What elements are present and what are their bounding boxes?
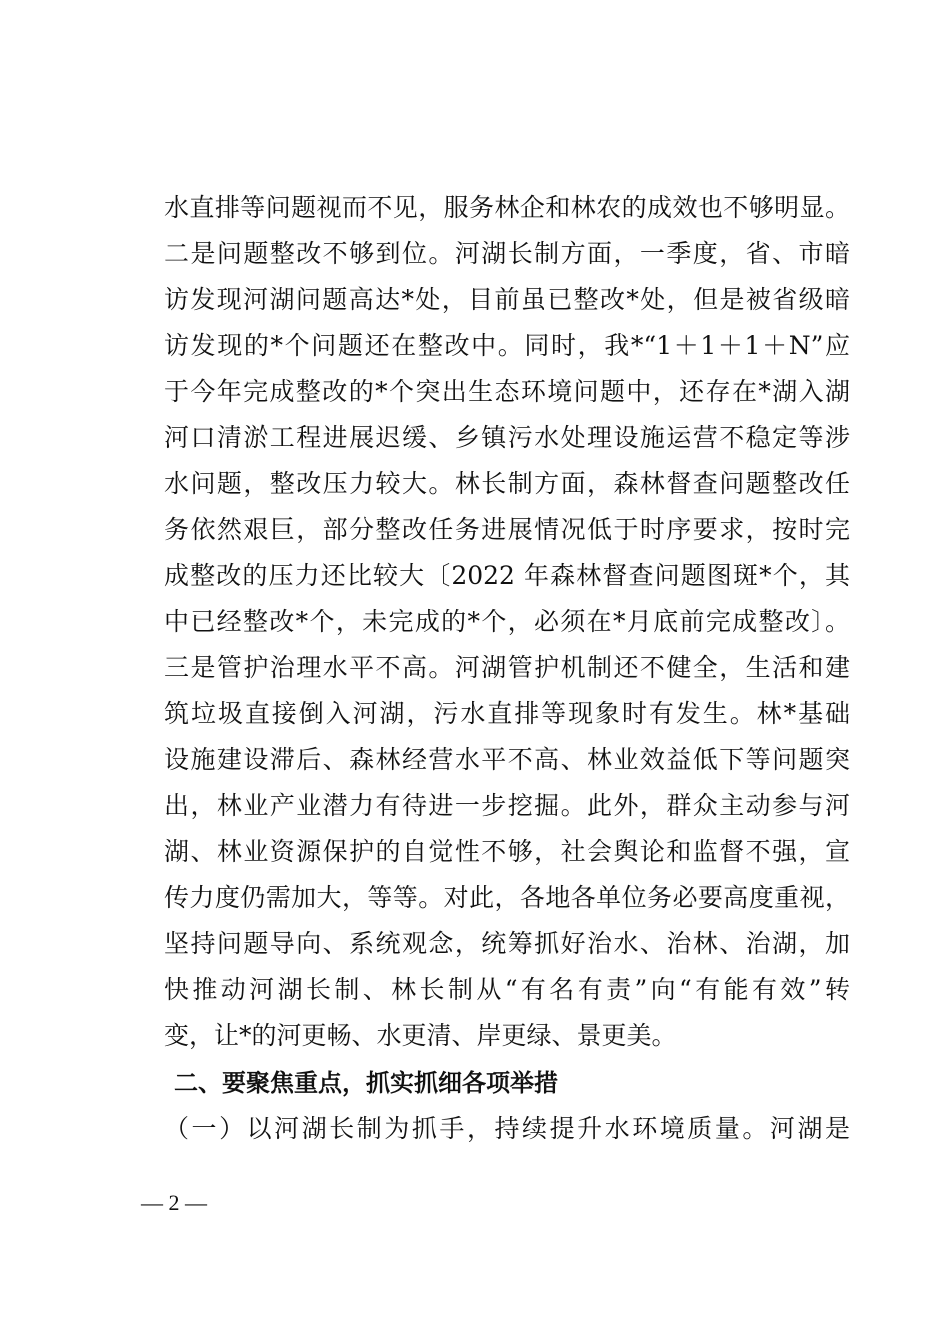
paragraph-line: 访发现河湖问题高达*处，目前虽已整改*处，但是被省级暗 [164,285,850,314]
paragraph-line: 坚持问题导向、系统观念，统筹抓好治水、治林、治湖，加 [164,929,850,958]
paragraph-line: 传力度仍需加大，等等。对此，各地各单位务必要高度重视， [164,883,850,912]
paragraph-line: 成整改的压力还比较大〔2022 年森林督查问题图斑*个，其 [164,561,850,590]
paragraph-line: 水问题，整改压力较大。林长制方面，森林督查问题整改任 [164,469,850,498]
paragraph-line: 变，让*的河更畅、水更清、岸更绿、景更美。 [164,1021,677,1050]
paragraph-line: 二是问题整改不够到位。河湖长制方面，一季度，省、市暗 [164,239,850,268]
paragraph-line: 设施建设滞后、森林经营水平不高、林业效益低下等问题突 [164,745,850,774]
paragraph-line: 河口清淤工程进展迟缓、乡镇污水处理设施运营不稳定等涉 [164,423,850,452]
section-heading: 二、要聚焦重点，抓实抓细各项举措 [174,1069,558,1097]
paragraph-line: 湖、林业资源保护的自觉性不够，社会舆论和监督不强，宣 [164,837,850,866]
paragraph-line: 筑垃圾直接倒入河湖，污水直排等现象时有发生。林*基础 [164,699,850,728]
paragraph-line: 出，林业产业潜力有待进一步挖掘。此外，群众主动参与河 [164,791,850,820]
paragraph-line: 水直排等问题视而不见，服务林企和林农的成效也不够明显。 [164,193,850,222]
paragraph-line: 于今年完成整改的*个突出生态环境问题中，还存在*湖入湖 [164,377,850,406]
paragraph-line: 三是管护治理水平不高。河湖管护机制还不健全，生活和建 [164,653,850,682]
paragraph-line: 访发现的*个问题还在整改中。同时，我*“1＋1＋1＋N”应 [164,331,850,360]
paragraph-line: 务依然艰巨，部分整改任务进展情况低于时序要求，按时完 [164,515,850,544]
paragraph-line: 快推动河湖长制、林长制从“有名有责”向“有能有效”转 [164,975,850,1004]
paragraph-line: 中已经整改*个，未完成的*个，必须在*月底前完成整改〕。 [164,607,850,636]
page-number: — 2 — [141,1190,207,1215]
subsection-line: （一）以河湖长制为抓手，持续提升水环境质量。河湖是 [164,1114,850,1143]
